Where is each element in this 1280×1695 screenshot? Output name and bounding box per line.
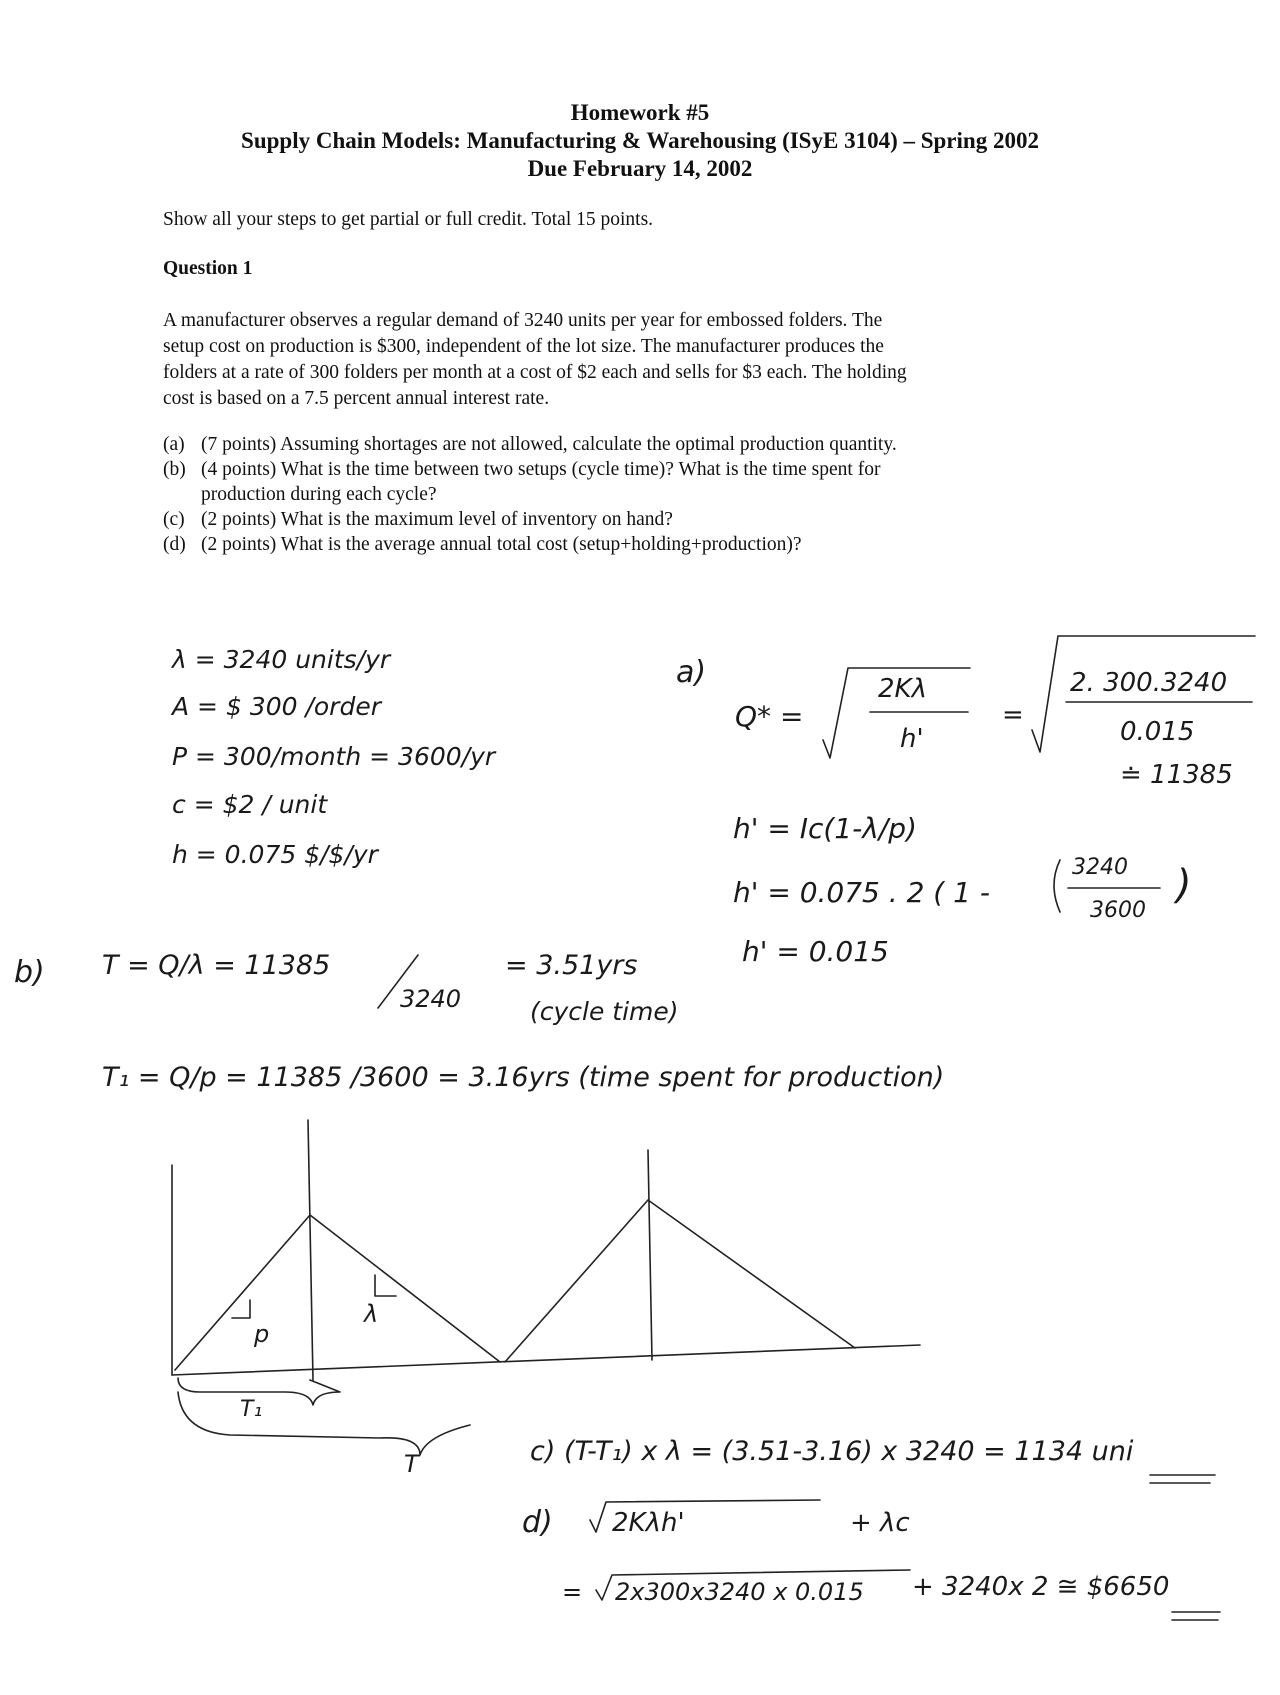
- slope-up-label: p: [254, 1320, 270, 1348]
- part-a-label: a): [676, 655, 707, 690]
- slope-down-label: λ: [364, 1300, 379, 1328]
- q-star-lhs: Q* =: [735, 700, 804, 733]
- part-label: (a): [163, 434, 185, 455]
- part-label: (c): [163, 509, 185, 530]
- brace-t-label: T: [404, 1450, 419, 1478]
- x-axis: [172, 1345, 920, 1375]
- part-text: (4 points) What is the time between two setups (cycle time)? What is the time spent for: [201, 459, 881, 480]
- part-text: (2 points) What is the maximum level of inventory on hand?: [201, 509, 673, 530]
- cycle-time-rhs: = 3.51yrs: [505, 950, 638, 981]
- paragraph-line: setup cost on production is $300, independent of the lot size. The manufacturer produces the: [163, 336, 884, 357]
- due-date: Due February 14, 2002: [527, 156, 753, 181]
- max-inventory-line: c) (T-T₁) x λ = (3.51-3.16) x 3240 = 1134 uni: [530, 1436, 1134, 1467]
- part-label: (b): [163, 459, 186, 480]
- q-values-denominator: 0.015: [1120, 717, 1195, 747]
- brace-t: [178, 1392, 470, 1455]
- given-demand: λ = 3240 units/yr: [172, 645, 391, 674]
- part-text-continued: production during each cycle?: [201, 484, 437, 505]
- cycle-time-note: (cycle time): [530, 997, 679, 1026]
- slope-mark-up: [232, 1300, 250, 1318]
- q-formula-numerator: 2Kλ: [878, 674, 927, 704]
- inventory-triangle: [505, 1200, 855, 1362]
- sqrt-sign: [1032, 636, 1255, 752]
- h-prime-result: h' = 0.015: [742, 935, 889, 968]
- paragraph-line: folders at a rate of 300 folders per month at a cost of $2 each and sells for $3 each. The holding: [163, 362, 907, 383]
- brace-t1-label: T₁: [240, 1397, 263, 1422]
- fraction-slash: [378, 955, 418, 1008]
- production-time-line: T₁ = Q/p = 11385 /3600 = 3.16yrs (time spent for production): [102, 1062, 945, 1093]
- given-production-rate: P = 300/month = 3600/yr: [172, 742, 496, 771]
- part-text: (2 points) What is the average annual total cost (setup+holding+production)?: [201, 534, 802, 555]
- paragraph-line: A manufacturer observes a regular demand of 3240 units per year for embossed folders. The: [163, 310, 883, 331]
- guide-line: [648, 1150, 652, 1360]
- h-prime-formula: h' = Ic(1-λ/p): [733, 812, 917, 845]
- instructions: Show all your steps to get partial or full credit. Total 15 points.: [163, 209, 654, 230]
- page-title: Homework #5: [570, 100, 710, 125]
- h-prime-close-paren: ): [1176, 862, 1192, 908]
- h-prime-substitution: h' = 0.075 . 2 ( 1 -: [733, 876, 990, 909]
- part-text: (7 points) Assuming shortages are not allowed, calculate the optimal production quantity.: [201, 434, 897, 455]
- h-prime-frac-num: 3240: [1072, 855, 1128, 880]
- total-cost-formula: 2Kλh': [612, 1508, 685, 1538]
- given-holding-rate: h = 0.075 $/$/yr: [172, 840, 378, 869]
- q-values-numerator: 2. 300.3240: [1070, 668, 1228, 698]
- guide-line: [308, 1120, 313, 1380]
- total-cost-calc-root: 2x300x3240 x 0.015: [615, 1578, 864, 1606]
- given-setup-cost: A = $ 300 /order: [172, 692, 381, 721]
- h-prime-frac-den: 3600: [1090, 898, 1146, 923]
- total-cost-calc-tail: + 3240x 2 ≅ $6650: [912, 1572, 1170, 1602]
- part-label: (d): [163, 534, 186, 555]
- paragraph-line: cost is based on a 7.5 percent annual interest rate.: [163, 388, 550, 409]
- q-formula-denominator: h': [900, 724, 924, 754]
- question-heading: Question 1: [163, 258, 253, 279]
- open-paren: [1054, 860, 1060, 912]
- part-d-label: d): [522, 1505, 553, 1540]
- inventory-triangle: [175, 1215, 500, 1370]
- part-b-label: b): [14, 955, 45, 990]
- cycle-time-lhs: T = Q/λ = 11385: [102, 950, 331, 981]
- cycle-time-den: 3240: [400, 985, 462, 1013]
- q-equals: =: [1002, 700, 1024, 730]
- total-cost-formula-tail: + λc: [850, 1508, 910, 1538]
- total-cost-calc-eq: =: [562, 1578, 583, 1606]
- q-star-result: ≐ 11385: [1120, 760, 1233, 790]
- course-title: Supply Chain Models: Manufacturing & Warehousing (ISyE 3104) – Spring 2002: [241, 128, 1039, 153]
- sqrt-sign: [823, 668, 970, 758]
- given-unit-cost: c = $2 / unit: [172, 790, 328, 819]
